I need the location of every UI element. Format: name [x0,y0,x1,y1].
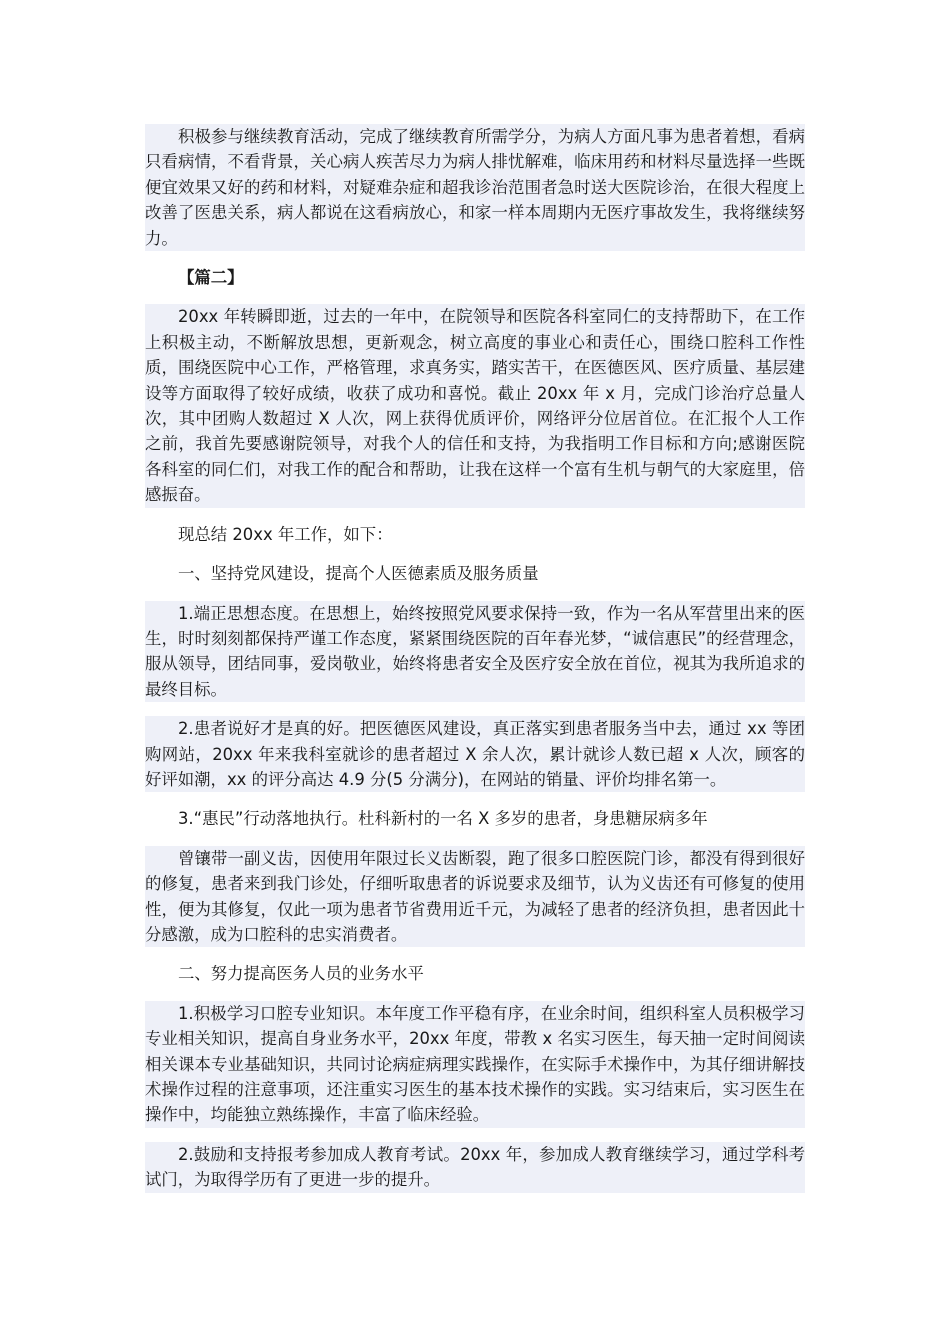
paragraph-adult-education: 2.鼓励和支持报考参加成人教育考试。20xx 年，参加成人教育继续学习，通过学科考试门，为取得学历有了更进一步的提升。 [145,1142,805,1193]
spacer [145,587,805,601]
paragraph-continuing-education: 积极参与继续教育活动，完成了继续教育所需学分，为病人方面凡事为患者着想，看病只看病情，不看背景，关心病人疾苦尽力为病人排忧解难，临床用药和材料尽量选择一些既便宜效果又好的药和材料，对疑难杂症和超我诊治范围者急时送大医院诊治，在很大程度上改善了医患关系，病人都说在这看病放心，和家一样本周期内无医疗事故发生，我将继续努力。 [145,124,805,251]
paragraph-patient-praise: 2.患者说好才是真的好。把医德医风建设，真正落实到患者服务当中去，通过 xx 等团购网站，20xx 年来我科室就诊的患者超过 X 余人次，累计就诊人数已超 x 人次，顾客的好评如潮，xx 的评分高达 4.9 分(5 分满分)，在网站的销量、评价均排名第一。 [145,716,805,792]
section-heading-professional-level: 二、努力提高医务人员的业务水平 [178,964,424,984]
paragraph-attitude: 1.端正思想态度。在思想上，始终按照党风要求保持一致，作为一名从军营里出来的医生，时时刻刻都保持严谨工作态度，紧紧围绕医院的百年春光梦，“诚信惠民”的经营理念，服从领导，团结同事，爱岗敬业，始终将患者安全及医疗安全放在首位，视其为我所追求的最终目标。 [145,601,805,703]
spacer [145,290,805,304]
paragraph-summary-intro: 现总结 20xx 年工作，如下： [178,524,393,544]
section-heading-party-conduct: 一、坚持党风建设，提高个人医德素质及服务质量 [178,564,539,584]
spacer [145,947,805,961]
spacer [145,702,805,716]
spacer [145,547,805,561]
spacer [145,1128,805,1142]
paragraph-denture-case: 曾镶带一副义齿，因使用年限过长义齿断裂，跑了很多口腔医院门诊，都没有得到很好的修复，患者来到我门诊处，仔细听取患者的诉说要求及细节，认为义齿还有可修复的使用性，便为其修复，仅此一项为患者节省费用近千元，为减轻了患者的经济负担，患者因此十分感激，成为口腔科的忠实消费者。 [145,846,805,948]
spacer [145,508,805,522]
document-page [145,124,805,1193]
paragraph-study: 1.积极学习口腔专业知识。本年度工作平稳有序，在业余时间，组织科室人员积极学习专业相关知识，提高自身业务水平，20xx 年度，带教 x 名实习医生，每天抽一定时间阅读相关课本专业基础知识，共同讨论病症病理实践操作，在实际手术操作中，为其仔细讲解技术操作过程的注意事项，还注重实习医生的基本技术操作的实践。实习结束后，实习医生在操作中，均能独立熟练操作，丰富了临床经验。 [145,1001,805,1128]
section-heading-part-two: 【篇二】 [178,268,244,288]
paragraph-benefit-action: 3.“惠民”行动落地执行。杜科新村的一名 X 多岁的患者，身患糖尿病多年 [178,809,708,829]
spacer [145,792,805,806]
paragraph-annual-overview: 20xx 年转瞬即逝，过去的一年中，在院领导和医院各科室同仁的支持帮助下，在工作上积极主动，不断解放思想，更新观念，树立高度的事业心和责任心，围绕口腔科工作性质，围绕医院中心工作，严格管理，求真务实，踏实苦干，在医德医风、医疗质量、基层建设等方面取得了较好成绩，收获了成功和喜悦。截止 20xx 年 x 月，完成门诊治疗总量人次，其中团购人数超过 X 人次，网上获得优质评价，网络评分位居首位。在汇报个人工作之前，我首先要感谢院领导，对我个人的信任和支持，为我指明工作目标和方向;感谢医院各科室的同仁们，对我工作的配合和帮助，让我在这样一个富有生机与朝气的大家庭里，倍感振奋。 [145,304,805,507]
spacer [145,832,805,846]
spacer [145,987,805,1001]
spacer [145,251,805,265]
